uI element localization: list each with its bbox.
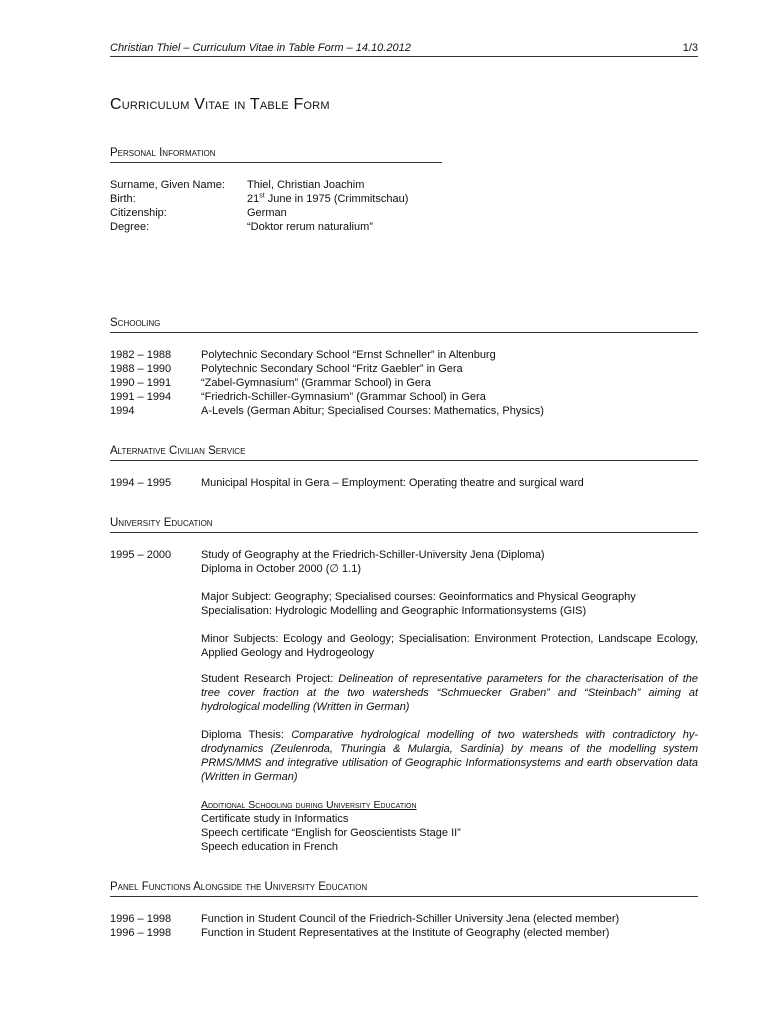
additional-schooling-heading: Additional Schooling during University Education — [201, 799, 417, 811]
diploma-thesis: Diploma Thesis: Comparative hydrological modelling of two watersheds with contradictory hy-drodynamics (Zeulenroda, Thuringia & Mulargia, Sardinia) by means of the modelling system PRMS/MMS and integrative utilisation of Geographic Informationsystems and earth observation data (Written in German) — [201, 729, 698, 783]
civilian-period: 1994 – 1995 — [110, 477, 172, 489]
additional-item: Speech certificate “English for Geoscientists Stage II” — [201, 827, 461, 839]
schooling-period: 1991 – 1994 — [110, 391, 172, 403]
section-heading-personal: Personal Information — [110, 147, 442, 163]
schooling-desc: “Friedrich-Schiller-Gymnasium” (Grammar School) in Gera — [201, 391, 486, 403]
additional-item: Speech education in French — [201, 841, 338, 853]
personal-value: 21st June in 1975 (Crimmitschau) — [247, 192, 409, 205]
schooling-desc: A-Levels (German Abitur; Specialised Courses: Mathematics, Physics) — [201, 405, 544, 417]
schooling-period: 1988 – 1990 — [110, 363, 172, 375]
header-title: Christian Thiel – Curriculum Vitae in Table Form – 14.10.2012 — [110, 42, 411, 54]
personal-label: Citizenship: — [110, 207, 167, 219]
schooling-desc: Polytechnic Secondary School “Fritz Gaebler” in Gera — [201, 363, 463, 375]
personal-value: Thiel, Christian Joachim — [247, 179, 365, 191]
running-header — [110, 40, 698, 57]
minor-subjects: Minor Subjects: Ecology and Geology; Specialisation: Environment Protection, Landscape Ecology, Applied Geology and Hydrogeology — [201, 633, 698, 659]
schooling-period: 1982 – 1988 — [110, 349, 172, 361]
section-heading-university: University Education — [110, 517, 698, 533]
section-heading-civilian: Alternative Civilian Service — [110, 445, 698, 461]
university-study: Study of Geography at the Friedrich-Schiller-University Jena (Diploma) — [201, 549, 545, 561]
civilian-desc: Municipal Hospital in Gera – Employment: Operating theatre and surgical ward — [201, 477, 584, 489]
document-title: Curriculum Vitae in Table Form — [110, 96, 330, 113]
schooling-desc: Polytechnic Secondary School “Ernst Schneller” in Altenburg — [201, 349, 496, 361]
university-diploma: Diploma in October 2000 (∅ 1.1) — [201, 563, 361, 575]
personal-label: Surname, Given Name: — [110, 179, 225, 191]
schooling-period: 1990 – 1991 — [110, 377, 172, 389]
panel-period: 1996 – 1998 — [110, 913, 172, 925]
page-number: 1/3 — [682, 42, 698, 54]
personal-label: Birth: — [110, 193, 136, 205]
panel-desc: Function in Student Representatives at the Institute of Geography (elected member) — [201, 927, 610, 939]
specialisation: Specialisation: Hydrologic Modelling and Geographic Informationsystems (GIS) — [201, 605, 587, 617]
panel-period: 1996 – 1998 — [110, 927, 172, 939]
major-subject: Major Subject: Geography; Specialised courses: Geoinformatics and Physical Geography — [201, 591, 636, 603]
schooling-desc: “Zabel-Gymnasium” (Grammar School) in Gera — [201, 377, 431, 389]
personal-value: “Doktor rerum naturalium” — [247, 221, 373, 233]
section-heading-panel: Panel Functions Alongside the University Education — [110, 881, 698, 897]
section-heading-schooling: Schooling — [110, 317, 698, 333]
personal-value: German — [247, 207, 287, 219]
additional-item: Certificate study in Informatics — [201, 813, 349, 825]
personal-label: Degree: — [110, 221, 150, 233]
university-period: 1995 – 2000 — [110, 549, 172, 561]
schooling-period: 1994 — [110, 405, 135, 417]
student-research-project: Student Research Project: Delineation of representative parameters for the characterisation of the tree cover fraction at the two watersheds “Schmuecker Graben” and “Steinbach” aiming at hydrological modelling (Written in German) — [201, 673, 698, 713]
panel-desc: Function in Student Council of the Friedrich-Schiller University Jena (elected member) — [201, 913, 620, 925]
